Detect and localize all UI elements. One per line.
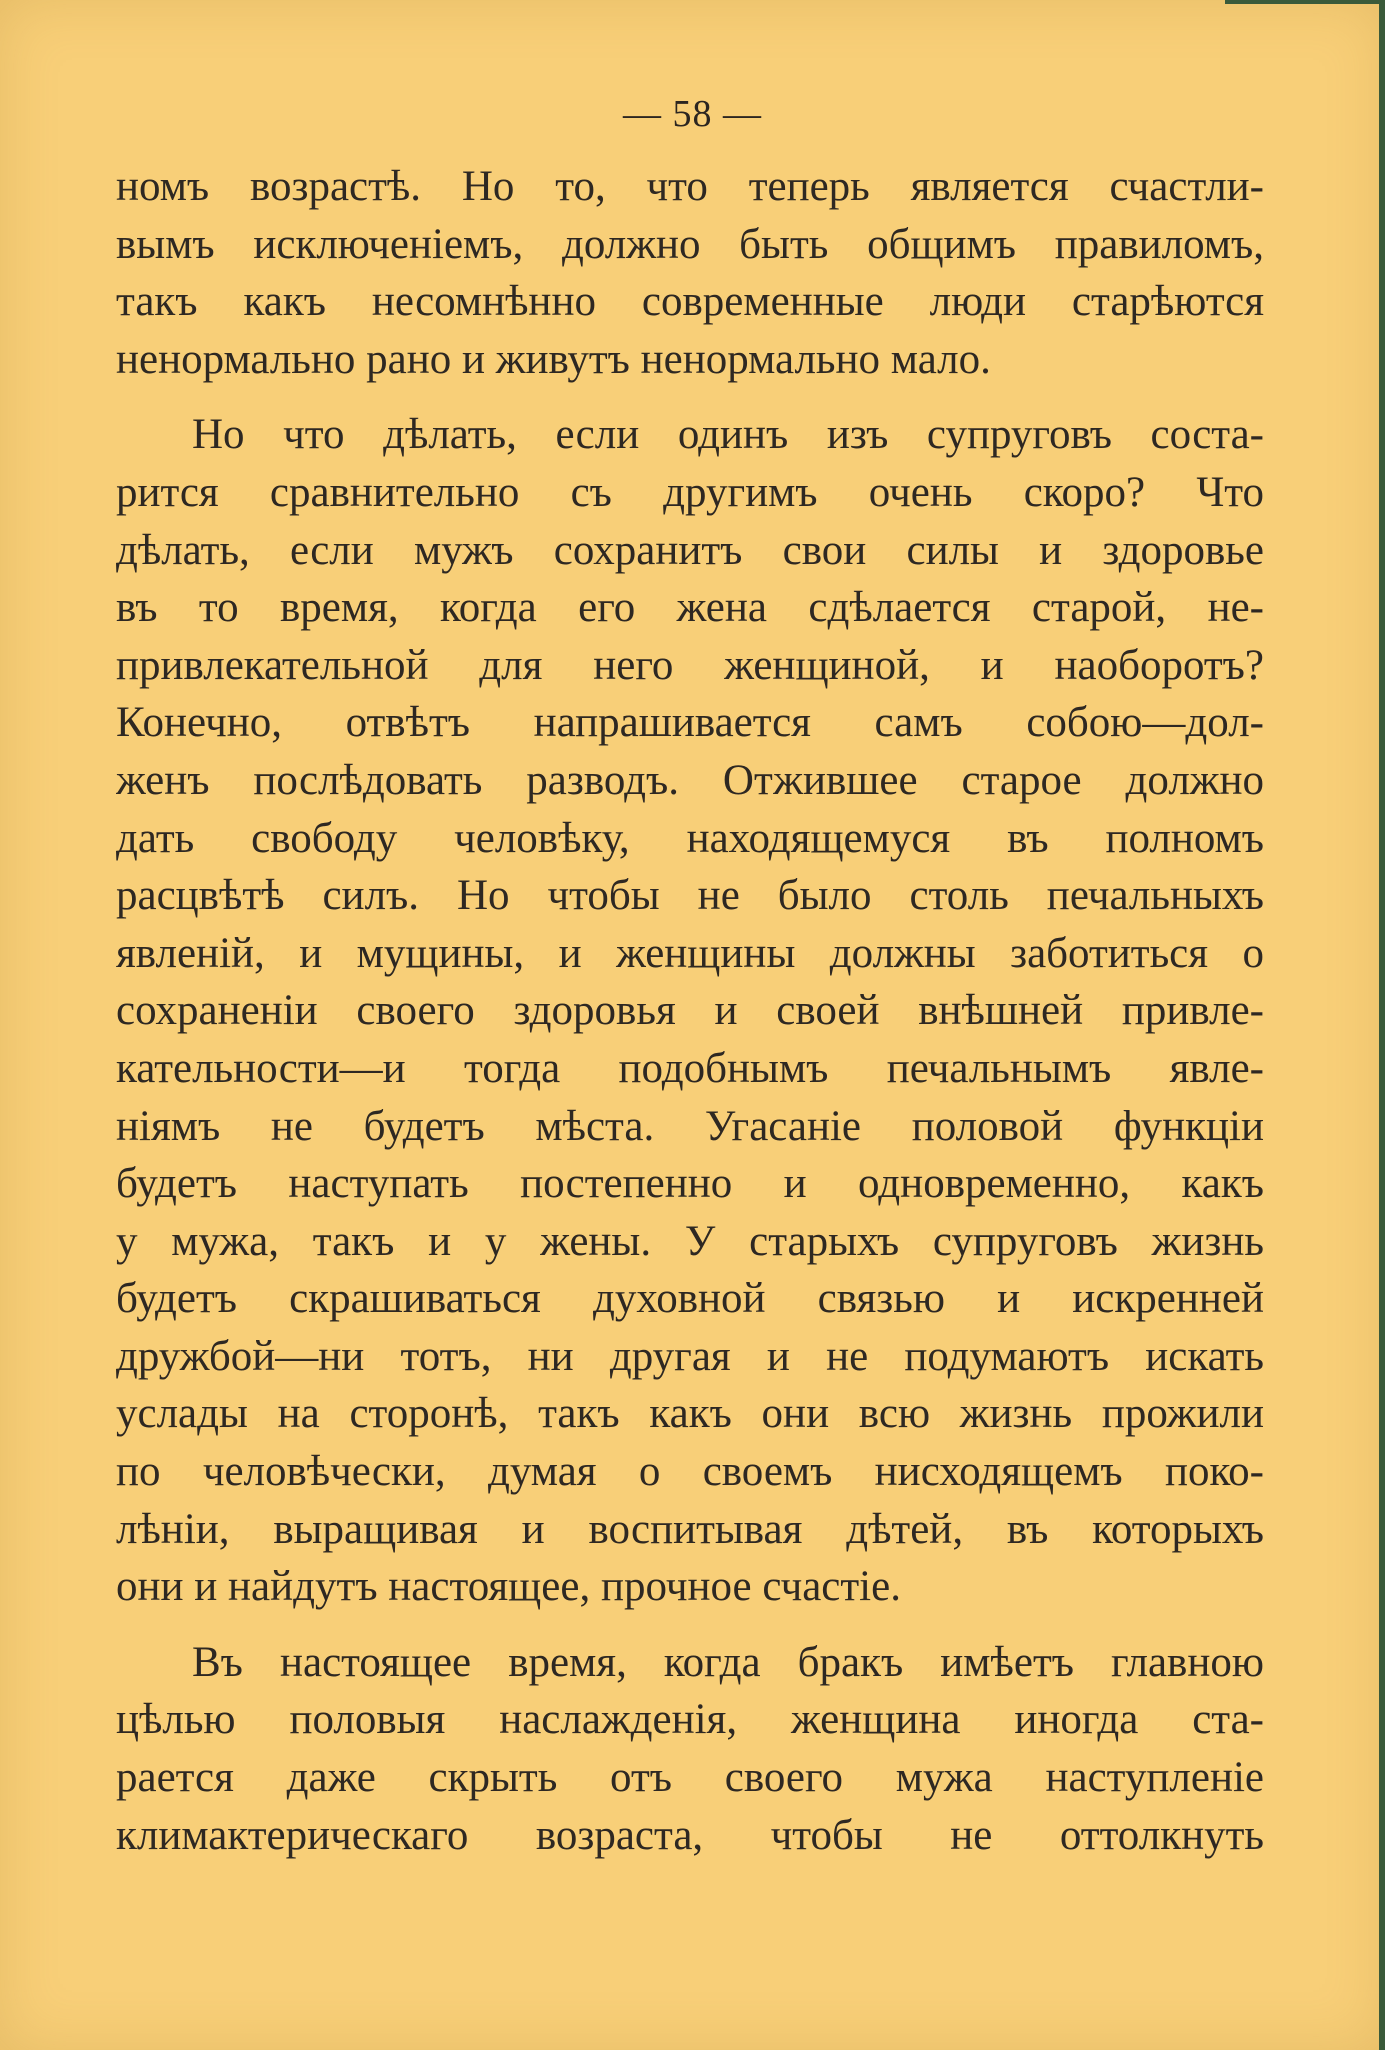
- text-line: они и найдутъ настоящее, прочное счастіе.: [116, 1563, 901, 1611]
- text-line: услады на сторонѣ, такъ какъ они всю жизнь прожили: [116, 1390, 1264, 1438]
- paragraph-3: [116, 1634, 1264, 1864]
- paragraph-gap: [116, 1616, 1264, 1634]
- text-line: будетъ наступать постепенно и одновременно, какъ: [116, 1160, 1264, 1208]
- text-line: номъ возрастѣ. Но то, что теперь является счастли-: [116, 163, 1264, 210]
- text-line: Но что дѣлать, если одинъ изъ супруговъ соста-: [192, 411, 1264, 459]
- text-line: сохраненіи своего здоровья и своей внѣшней привле-: [116, 987, 1264, 1035]
- paragraph-gap: [116, 388, 1264, 406]
- text-line: Конечно, отвѣтъ напрашивается самъ собою—дол-: [116, 699, 1264, 747]
- page-body: [116, 158, 1264, 1864]
- text-line: по человѣчески, думая о своемъ нисходящемъ поко-: [116, 1448, 1264, 1496]
- text-line: будетъ скрашиваться духовной связью и искренней: [116, 1275, 1264, 1323]
- text-line: въ то время, когда его жена сдѣлается старой, не-: [116, 584, 1264, 632]
- paragraph-2: [116, 406, 1264, 1615]
- text-line: дать свободу человѣку, находящемуся въ полномъ: [116, 814, 1264, 862]
- text-line: ніямъ не будетъ мѣста. Угасаніе половой функціи: [116, 1102, 1264, 1150]
- text-line: рится сравнительно съ другимъ очень скоро? Что: [116, 468, 1264, 516]
- paragraph-1: [116, 158, 1264, 388]
- page-edge-right: [1379, 0, 1385, 2050]
- text-line: привлекательной для него женщиной, и наоборотъ?: [116, 641, 1264, 689]
- text-line: климактерическаго возраста, чтобы не оттолкнуть: [116, 1811, 1264, 1859]
- text-line: явленій, и мущины, и женщины должны заботиться о: [116, 929, 1264, 977]
- page-edge-top: [1225, 0, 1385, 4]
- text-line: Въ настоящее время, когда бракъ имѣетъ главною: [192, 1638, 1264, 1686]
- text-line: рается даже скрыть отъ своего мужа наступленіе: [116, 1754, 1264, 1802]
- text-line: лѣніи, выращивая и воспитывая дѣтей, въ которыхъ: [116, 1505, 1264, 1553]
- text-line: дѣлать, если мужъ сохранитъ свои силы и здоровье: [116, 526, 1264, 574]
- text-line: у мужа, такъ и у жены. У старыхъ супруговъ жизнь: [116, 1217, 1264, 1265]
- text-line: расцвѣтѣ силъ. Но чтобы не было столь печальныхъ: [116, 872, 1264, 920]
- text-line: цѣлью половыя наслажденія, женщина иногда ста-: [116, 1696, 1264, 1744]
- text-line: вымъ исключеніемъ, должно быть общимъ правиломъ,: [116, 220, 1264, 268]
- text-line: дружбой—ни тотъ, ни другая и не подумаютъ искать: [116, 1332, 1264, 1380]
- text-line: такъ какъ несомнѣнно современные люди старѣются: [116, 278, 1264, 326]
- text-line: ненормально рано и живутъ ненормально мало.: [116, 335, 991, 383]
- text-line: кательности—и тогда подобнымъ печальнымъ явле-: [116, 1044, 1264, 1092]
- page-number-header: — 58 —: [623, 93, 762, 135]
- text-line: женъ послѣдовать разводъ. Отжившее старое должно: [116, 756, 1264, 804]
